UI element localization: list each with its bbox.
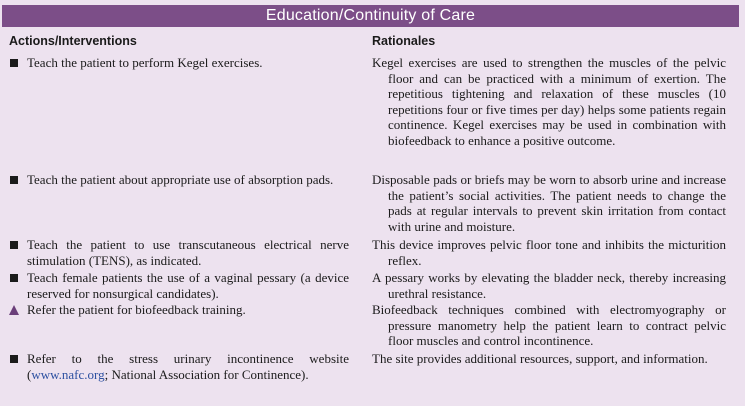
action-text: Refer the patient for biofeedback training. bbox=[27, 302, 246, 317]
action-cell bbox=[9, 302, 349, 318]
nafc-website-link[interactable]: www.nafc.org bbox=[31, 366, 105, 382]
rationale-text: Disposable pads or briefs may be worn to absorb urine and increase the patient’s social activities. The patient needs to change the pads at regular intervals to prevent skin irritation from contact with urine and moisture. bbox=[372, 172, 726, 234]
square-bullet-icon bbox=[9, 237, 27, 252]
section-title: Education/Continuity of Care bbox=[2, 5, 739, 27]
action-text: Teach female patients the use of a vaginal pessary (a device reserved for nonsurgical candidates). bbox=[27, 270, 349, 301]
rationale-text: The site provides additional resources, support, and information. bbox=[372, 351, 708, 366]
square-bullet-icon bbox=[9, 270, 27, 285]
rationale-text: This device improves pelvic floor tone and inhibits the micturition reflex. bbox=[372, 237, 726, 268]
square-bullet-icon bbox=[9, 55, 27, 70]
action-cell bbox=[9, 270, 349, 301]
column-headers bbox=[0, 34, 745, 52]
action-text-start: Refer to the stress urinary incontinence website ( bbox=[27, 351, 349, 382]
action-text: Teach the patient to use transcutaneous electrical nerve stimulation (TENS), as indicated. bbox=[27, 237, 349, 268]
action-cell bbox=[9, 351, 349, 382]
action-cell bbox=[9, 172, 349, 188]
rationale-text: A pessary works by elevating the bladder neck, thereby increasing urethral resistance. bbox=[372, 270, 726, 301]
action-cell bbox=[9, 237, 349, 268]
square-bullet-icon bbox=[9, 172, 27, 187]
header-actions: Actions/Interventions bbox=[9, 34, 137, 48]
action-text-end: ; National Association for Continence). bbox=[104, 366, 309, 382]
action-text: Teach the patient about appropriate use of absorption pads. bbox=[27, 172, 334, 187]
rationale-text: Biofeedback techniques combined with electromyography or pressure manometry help the patient learn to contract pelvic floor muscles and control incontinence. bbox=[372, 302, 726, 349]
header-rationales: Rationales bbox=[372, 34, 436, 48]
action-text bbox=[27, 351, 349, 382]
square-bullet-icon bbox=[9, 351, 27, 366]
rationale-text: Kegel exercises are used to strengthen the muscles of the pelvic floor and can be practiced with a minimum of exertion. The repetitious tightening and relaxation of these muscles (10 repetitions four or five times per day) helps some patients regain continence. Kegel exercises may be used in combination with biofeedback to enhance a positive outcome. bbox=[372, 55, 726, 148]
action-cell bbox=[9, 55, 349, 71]
action-text: Teach the patient to perform Kegel exercises. bbox=[27, 55, 263, 70]
triangle-bullet-icon bbox=[9, 302, 27, 317]
